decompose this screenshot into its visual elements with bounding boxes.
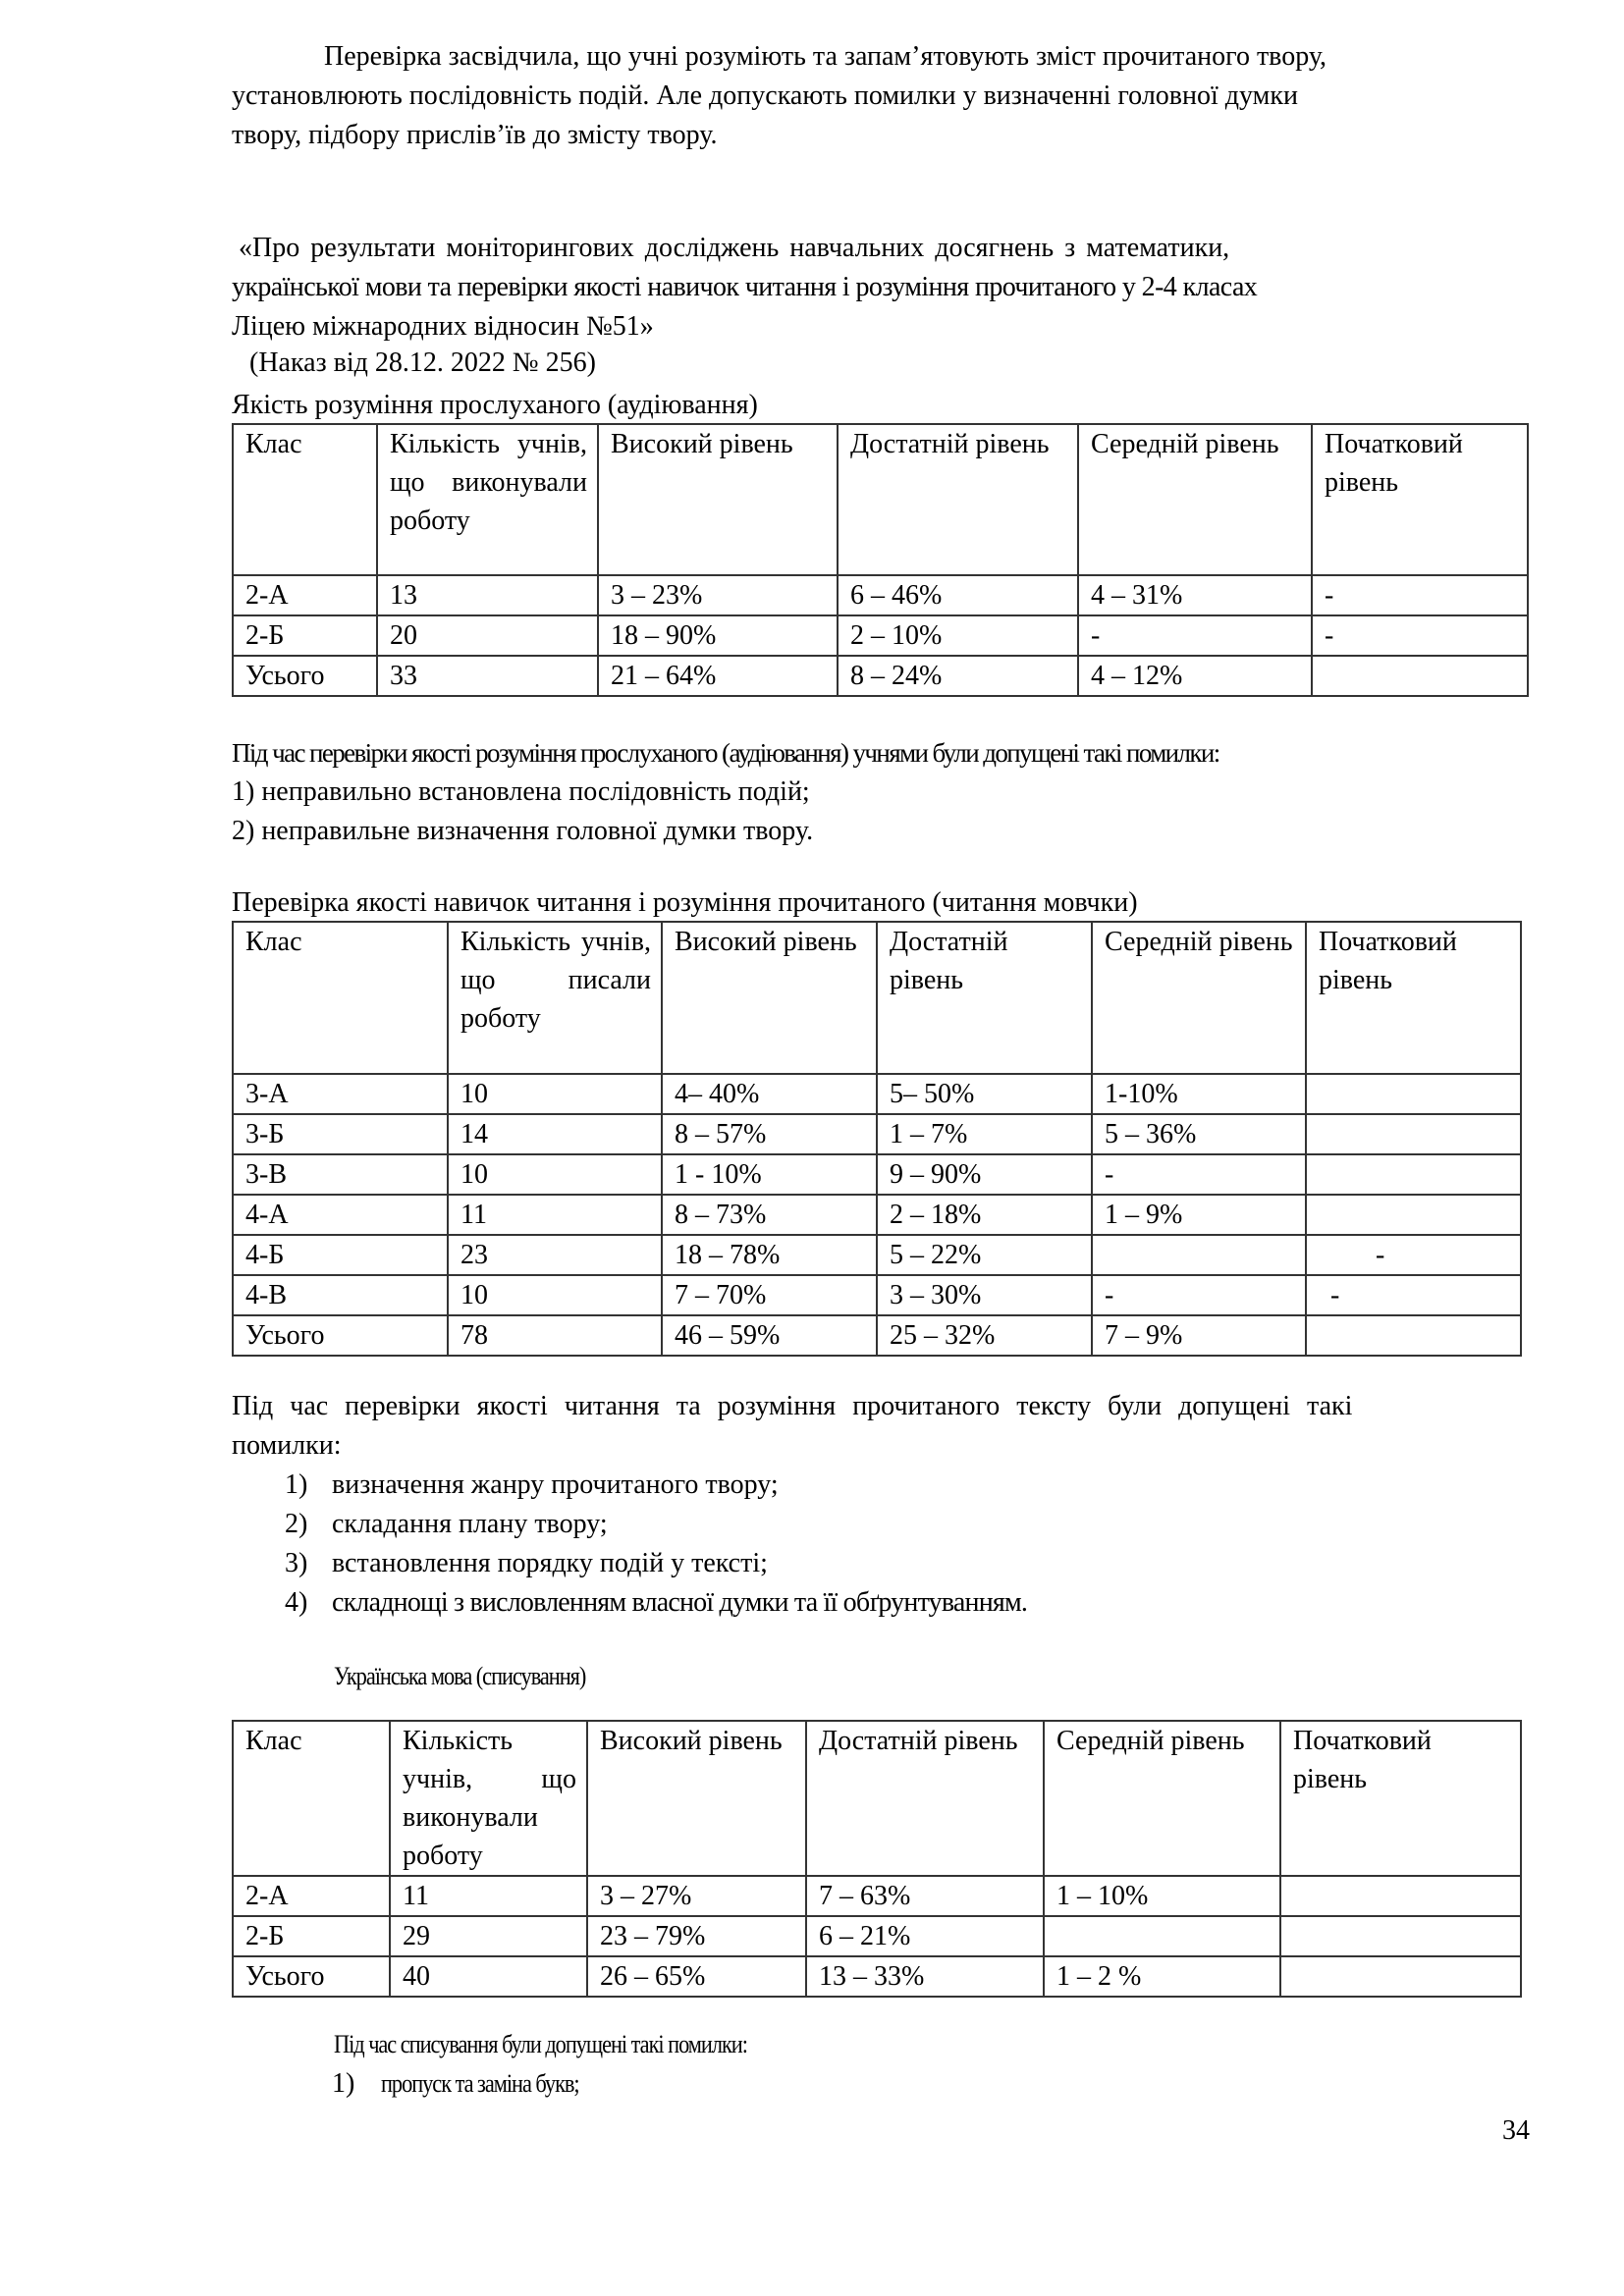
- listening-error-item: 2) неправильне визначення головної думки твору.: [232, 816, 814, 846]
- cell-initial: -: [1306, 1235, 1521, 1275]
- header-sufficient: Достатній рівень: [806, 1721, 1044, 1876]
- header-class: Клас: [233, 922, 448, 1074]
- reading-errors-intro-line-1: Під час перевірки якості читання та розуміння прочитаного тексту були допущені такі: [232, 1391, 1353, 1421]
- cell-sufficient: 13 – 33%: [806, 1956, 1044, 1997]
- cell-count: 23: [448, 1235, 662, 1275]
- table-row-total: [233, 1315, 1521, 1356]
- intro-line-2: установлюють послідовність подій. Але допускають помилки у визначенні головної думки: [232, 80, 1298, 111]
- page-number: 34: [1502, 2115, 1530, 2146]
- cell-class: Усього: [233, 1315, 448, 1356]
- cell-class: 3-А: [233, 1074, 448, 1114]
- header-class: Клас: [233, 424, 377, 575]
- cell-sufficient: 7 – 63%: [806, 1876, 1044, 1916]
- cell-high: 3 – 27%: [587, 1876, 806, 1916]
- order-line-2: української мови та перевірки якості навичок читання і розуміння прочитаного у 2-4 класах: [232, 272, 1258, 302]
- table1-header-row: [233, 424, 1528, 575]
- header-high: Високий рівень: [587, 1721, 806, 1876]
- cell-class: 2-Б: [233, 1916, 390, 1956]
- cell-high: 21 – 64%: [598, 656, 838, 696]
- table-row: [233, 1876, 1521, 1916]
- header-average: Середній рівень: [1078, 424, 1312, 575]
- header-count: Кількість учнів, що писали роботу: [448, 922, 662, 1074]
- cell-average: -: [1078, 615, 1312, 656]
- intro-line-3: твору, підбору прислів’їв до змісту твору.: [232, 120, 718, 150]
- cell-average: [1092, 1235, 1306, 1275]
- table-row: [233, 1235, 1521, 1275]
- cell-initial: [1306, 1114, 1521, 1154]
- header-high: Високий рівень: [662, 922, 877, 1074]
- cell-high: 7 – 70%: [662, 1275, 877, 1315]
- header-initial: Початковий рівень: [1306, 922, 1521, 1074]
- cell-sufficient: 5– 50%: [877, 1074, 1092, 1114]
- reading-error-text: встановлення порядку подій у тексті;: [332, 1548, 768, 1578]
- cell-high: 18 – 90%: [598, 615, 838, 656]
- cell-average: 1 – 2 %: [1044, 1956, 1280, 1997]
- table-row-total: [233, 656, 1528, 696]
- cell-initial: -: [1312, 615, 1528, 656]
- table3-title: Українська мова (списування): [334, 1662, 586, 1690]
- table3-header-row: [233, 1721, 1521, 1876]
- header-count: Кількість учнів, що виконували роботу: [377, 424, 598, 575]
- header-high: Високий рівень: [598, 424, 838, 575]
- table1-title: Якість розуміння прослуханого (аудіювання): [232, 390, 758, 420]
- cell-sufficient: 2 – 18%: [877, 1195, 1092, 1235]
- table-row: [233, 1195, 1521, 1235]
- cell-average: -: [1092, 1154, 1306, 1195]
- cell-average: 4 – 12%: [1078, 656, 1312, 696]
- cell-average: -: [1092, 1275, 1306, 1315]
- cell-count: 29: [390, 1916, 587, 1956]
- table-row-total: [233, 1956, 1521, 1997]
- cell-initial: [1306, 1315, 1521, 1356]
- reading-error-text: складнощі з висловленням власної думки та її обґрунтуванням.: [332, 1587, 1028, 1618]
- copying-errors-intro: Під час списування були допущені такі помилки:: [334, 2030, 747, 2058]
- table-row: [233, 1074, 1521, 1114]
- cell-initial: [1280, 1956, 1521, 1997]
- cell-sufficient: 8 – 24%: [838, 656, 1078, 696]
- table-row: [233, 1916, 1521, 1956]
- cell-initial: [1306, 1154, 1521, 1195]
- cell-count: 10: [448, 1074, 662, 1114]
- cell-count: 20: [377, 615, 598, 656]
- table-listening-comprehension: [232, 423, 1529, 697]
- reading-error-text: визначення жанру прочитаного твору;: [332, 1469, 779, 1500]
- cell-class: 2-Б: [233, 615, 377, 656]
- table-row: [233, 615, 1528, 656]
- reading-error-num: 1): [285, 1469, 308, 1500]
- header-sufficient: Достатній рівень: [838, 424, 1078, 575]
- cell-initial: [1306, 1074, 1521, 1114]
- cell-class: Усього: [233, 1956, 390, 1997]
- copying-error-num: 1): [332, 2068, 355, 2099]
- cell-class: 2-А: [233, 575, 377, 615]
- header-initial: Початковий рівень: [1280, 1721, 1521, 1876]
- cell-class: Усього: [233, 656, 377, 696]
- copying-error-text: пропуск та заміна букв;: [381, 2069, 579, 2098]
- cell-high: 26 – 65%: [587, 1956, 806, 1997]
- cell-average: 1 – 9%: [1092, 1195, 1306, 1235]
- table-ukrainian-copying: [232, 1720, 1522, 1998]
- order-line-3: Ліцею міжнародних відносин №51»: [232, 311, 654, 342]
- cell-average: 1-10%: [1092, 1074, 1306, 1114]
- table-row: [233, 1114, 1521, 1154]
- cell-high: 23 – 79%: [587, 1916, 806, 1956]
- cell-class: 4-В: [233, 1275, 448, 1315]
- reading-error-num: 3): [285, 1548, 308, 1578]
- cell-average: 5 – 36%: [1092, 1114, 1306, 1154]
- cell-class: 3-Б: [233, 1114, 448, 1154]
- cell-count: 40: [390, 1956, 587, 1997]
- table2-title: Перевірка якості навичок читання і розуміння прочитаного (читання мовчки): [232, 887, 1138, 918]
- listening-error-item: 1) неправильно встановлена послідовність подій;: [232, 776, 810, 807]
- cell-class: 3-В: [233, 1154, 448, 1195]
- cell-count: 10: [448, 1154, 662, 1195]
- cell-average: 7 – 9%: [1092, 1315, 1306, 1356]
- header-sufficient: Достатній рівень: [877, 922, 1092, 1074]
- cell-average: [1044, 1916, 1280, 1956]
- order-decree: (Наказ від 28.12. 2022 № 256): [249, 347, 596, 378]
- reading-errors-intro-line-2: помилки:: [232, 1430, 342, 1461]
- cell-average: 1 – 10%: [1044, 1876, 1280, 1916]
- cell-sufficient: 6 – 21%: [806, 1916, 1044, 1956]
- cell-sufficient: 5 – 22%: [877, 1235, 1092, 1275]
- cell-sufficient: 9 – 90%: [877, 1154, 1092, 1195]
- cell-count: 11: [448, 1195, 662, 1235]
- cell-count: 11: [390, 1876, 587, 1916]
- cell-initial: -: [1312, 575, 1528, 615]
- cell-average: 4 – 31%: [1078, 575, 1312, 615]
- cell-initial: [1280, 1916, 1521, 1956]
- cell-high: 1 - 10%: [662, 1154, 877, 1195]
- cell-count: 10: [448, 1275, 662, 1315]
- cell-class: 2-А: [233, 1876, 390, 1916]
- cell-sufficient: 25 – 32%: [877, 1315, 1092, 1356]
- cell-count: 13: [377, 575, 598, 615]
- cell-initial: [1280, 1876, 1521, 1916]
- cell-high: 8 – 73%: [662, 1195, 877, 1235]
- header-average: Середній рівень: [1092, 922, 1306, 1074]
- cell-class: 4-Б: [233, 1235, 448, 1275]
- cell-high: 4– 40%: [662, 1074, 877, 1114]
- cell-count: 14: [448, 1114, 662, 1154]
- table-row: [233, 575, 1528, 615]
- reading-error-num: 4): [285, 1587, 308, 1618]
- cell-high: 3 – 23%: [598, 575, 838, 615]
- header-class: Клас: [233, 1721, 390, 1876]
- cell-initial: -: [1306, 1275, 1521, 1315]
- header-average: Середній рівень: [1044, 1721, 1280, 1876]
- cell-count: 78: [448, 1315, 662, 1356]
- order-line-1: «Про результати моніторингових досліджень навчальних досягнень з математики,: [239, 233, 1230, 263]
- cell-high: 8 – 57%: [662, 1114, 877, 1154]
- header-initial: Початковий рівень: [1312, 424, 1528, 575]
- cell-class: 4-А: [233, 1195, 448, 1235]
- table-row: [233, 1154, 1521, 1195]
- intro-line-1: Перевірка засвідчила, що учні розуміють та запам’ятовують зміст прочитаного твору,: [324, 41, 1327, 72]
- table2-header-row: [233, 922, 1521, 1074]
- table-silent-reading: [232, 921, 1522, 1357]
- table-row: [233, 1275, 1521, 1315]
- cell-sufficient: 1 – 7%: [877, 1114, 1092, 1154]
- cell-count: 33: [377, 656, 598, 696]
- cell-initial: [1306, 1195, 1521, 1235]
- header-count: Кількість учнів, що виконували роботу: [390, 1721, 587, 1876]
- reading-error-num: 2): [285, 1509, 308, 1539]
- cell-sufficient: 6 – 46%: [838, 575, 1078, 615]
- cell-sufficient: 3 – 30%: [877, 1275, 1092, 1315]
- cell-high: 18 – 78%: [662, 1235, 877, 1275]
- listening-errors-intro: Під час перевірки якості розуміння прослуханого (аудіювання) учнями були допущені такі помилки:: [232, 738, 1219, 768]
- cell-initial: [1312, 656, 1528, 696]
- reading-error-text: складання плану твору;: [332, 1509, 608, 1539]
- cell-high: 46 – 59%: [662, 1315, 877, 1356]
- cell-sufficient: 2 – 10%: [838, 615, 1078, 656]
